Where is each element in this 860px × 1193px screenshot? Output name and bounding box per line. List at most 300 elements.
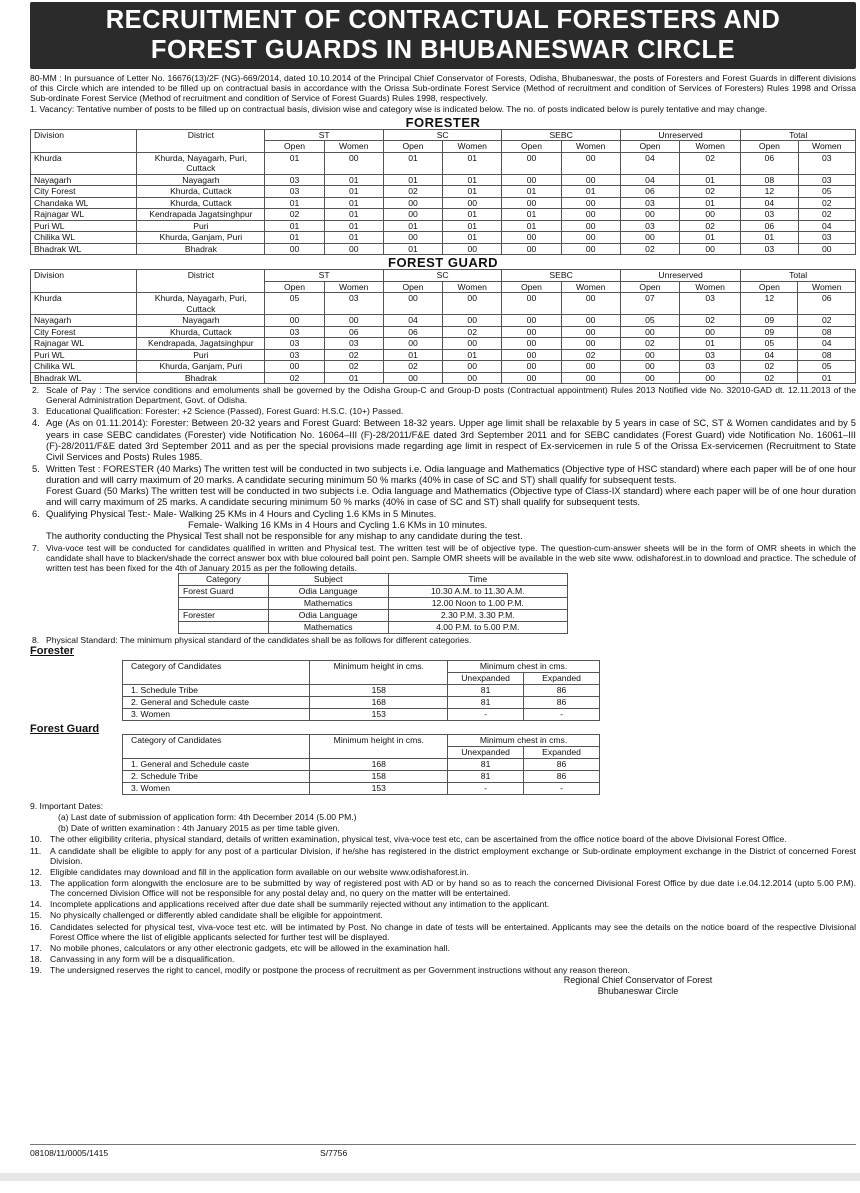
item-number: 12. (30, 866, 42, 877)
count-cell: 06 (383, 326, 442, 338)
header-open: Open (502, 281, 561, 293)
item-physical-standard (30, 635, 856, 645)
division-cell: Bhadrak WL (31, 243, 137, 255)
table-row (31, 197, 856, 209)
list-item (30, 965, 856, 975)
list-item (30, 954, 856, 964)
count-cell: 03 (620, 220, 679, 232)
count-cell: 00 (502, 232, 561, 244)
count-cell: 02 (561, 349, 620, 361)
title-line-2: FOREST GUARDS IN BHUBANESWAR CIRCLE (150, 36, 736, 64)
table-header-row (31, 270, 856, 282)
count-cell: 03 (265, 186, 324, 198)
physical-cell: - (448, 709, 524, 721)
physical-cell: - (524, 709, 600, 721)
division-cell: Nayagarh (31, 174, 137, 186)
count-cell: 04 (620, 174, 679, 186)
count-cell: 01 (265, 220, 324, 232)
count-cell: 04 (798, 220, 856, 232)
count-cell: 02 (324, 361, 383, 373)
count-cell: 00 (798, 243, 856, 255)
count-cell: 04 (620, 152, 679, 174)
physical-cell: 158 (310, 771, 448, 783)
count-cell: 00 (620, 232, 679, 244)
header-category: ST (265, 270, 383, 282)
schedule-cell: Forest Guard (179, 585, 269, 597)
item-viva-voce (30, 543, 856, 573)
count-cell: 05 (265, 293, 324, 315)
count-cell: 00 (561, 326, 620, 338)
table-header-row (31, 129, 856, 141)
division-cell: City Forest (31, 326, 137, 338)
count-cell: 01 (324, 174, 383, 186)
header-category: Category of Candidates (123, 735, 310, 759)
count-cell: 03 (798, 232, 856, 244)
division-cell: Khurda (31, 152, 137, 174)
table-header-row (123, 661, 600, 673)
count-cell: 02 (798, 209, 856, 221)
table-row (31, 326, 856, 338)
count-cell: 01 (502, 186, 561, 198)
header-cell: Category (179, 573, 269, 585)
count-cell: 00 (561, 293, 620, 315)
count-cell: 00 (502, 338, 561, 350)
item-physical-test (30, 508, 856, 541)
item-text-authority: The authority conducting the Physical Test shall not be responsible for any mishap to any candidate during the test. (46, 530, 523, 542)
division-cell: Rajnagar WL (31, 338, 137, 350)
count-cell: 03 (324, 338, 383, 350)
item-number: 16. (30, 921, 42, 932)
count-cell: 00 (265, 315, 324, 327)
header-chest: Minimum chest in cms. (448, 735, 600, 747)
table-row (31, 186, 856, 198)
table-row (179, 609, 568, 621)
table-row (31, 315, 856, 327)
important-dates-heading: 9. Important Dates: (30, 801, 104, 812)
item-text: Qualifying Physical Test:- Male- Walking 25 KMs in 4 Hours and Cycling 1.6 KMs in 5 Minutes. (46, 508, 437, 520)
physical-cell: 81 (448, 685, 524, 697)
count-cell: 03 (265, 338, 324, 350)
count-cell: 03 (741, 243, 798, 255)
header-category: SC (383, 270, 501, 282)
count-cell: 00 (443, 372, 502, 384)
count-cell: 05 (620, 315, 679, 327)
item-text: No mobile phones, calculators or any other electronic gadgets, etc will be allowed in the examination hall. (50, 942, 450, 953)
item-scale-of-pay (30, 385, 856, 405)
header-expanded: Expanded (524, 673, 600, 685)
header-women: Women (680, 281, 741, 293)
count-cell: 00 (680, 209, 741, 221)
count-cell: 06 (741, 220, 798, 232)
count-cell: 01 (383, 349, 442, 361)
physical-cell: 81 (448, 759, 524, 771)
schedule-cell: Odia Language (268, 585, 388, 597)
table-row (123, 783, 600, 795)
title-line-1: RECRUITMENT OF CONTRACTUAL FORESTERS AND (105, 6, 781, 34)
count-cell: 03 (265, 349, 324, 361)
count-cell: 00 (502, 293, 561, 315)
division-cell: Khurda (31, 293, 137, 315)
header-open: Open (265, 281, 324, 293)
count-cell: 06 (798, 293, 856, 315)
header-women: Women (798, 281, 856, 293)
item-number: 6. (32, 508, 40, 520)
count-cell: 01 (383, 220, 442, 232)
count-cell: 02 (680, 152, 741, 174)
count-cell: 00 (561, 338, 620, 350)
schedule-cell: 4.00 P.M. to 5.00 P.M. (388, 621, 567, 633)
schedule-cell: 10.30 A.M. to 11.30 A.M. (388, 585, 567, 597)
count-cell: 02 (383, 361, 442, 373)
physical-cell: - (524, 783, 600, 795)
count-cell: 01 (561, 186, 620, 198)
item-number: 15. (30, 910, 42, 921)
count-cell: 01 (443, 174, 502, 186)
count-cell: 00 (561, 315, 620, 327)
count-cell: 02 (741, 372, 798, 384)
forest-guard-vacancy-table (30, 269, 856, 384)
schedule-cell: Mathematics (268, 621, 388, 633)
count-cell: 01 (383, 174, 442, 186)
count-cell: 01 (443, 152, 502, 174)
item-number: 14. (30, 899, 42, 910)
count-cell: 03 (265, 326, 324, 338)
count-cell: 01 (324, 197, 383, 209)
division-cell: Bhadrak WL (31, 372, 137, 384)
count-cell: 03 (741, 209, 798, 221)
header-women: Women (798, 141, 856, 153)
item-number: 13. (30, 878, 42, 888)
item-number: 7. (32, 542, 40, 553)
header-cell: Subject (268, 573, 388, 585)
count-cell: 00 (324, 243, 383, 255)
forester-vacancy-table (30, 129, 856, 256)
count-cell: 00 (383, 372, 442, 384)
table-row (123, 697, 600, 709)
count-cell: 05 (798, 361, 856, 373)
header-open: Open (620, 141, 679, 153)
table-row (31, 174, 856, 186)
list-item (30, 867, 856, 877)
table-row (31, 243, 856, 255)
table-header-row (123, 735, 600, 747)
physical-cell: 168 (310, 759, 448, 771)
header-district: District (137, 270, 265, 293)
physical-cell: 1. General and Schedule caste (123, 759, 310, 771)
physical-cell: 153 (310, 783, 448, 795)
count-cell: 06 (324, 326, 383, 338)
header-unexpanded: Unexpanded (448, 747, 524, 759)
count-cell: 12 (741, 293, 798, 315)
physical-cell: 1. Schedule Tribe (123, 685, 310, 697)
count-cell: 00 (561, 232, 620, 244)
count-cell: 00 (561, 372, 620, 384)
item-number: 3. (32, 406, 40, 417)
count-cell: 03 (798, 174, 856, 186)
table-row (123, 759, 600, 771)
division-cell: Chilika WL (31, 361, 137, 373)
list-item (30, 878, 856, 898)
district-cell: Khurda, Nayagarh, Puri, Cuttack (137, 152, 265, 174)
count-cell: 00 (502, 326, 561, 338)
table-row (31, 152, 856, 174)
count-cell: 00 (383, 293, 442, 315)
signatory-office: Bhubaneswar Circle (597, 986, 679, 997)
count-cell: 00 (680, 243, 741, 255)
division-cell: Nayagarh (31, 315, 137, 327)
header-cell: Time (388, 573, 567, 585)
table-row (179, 621, 568, 633)
count-cell: 02 (324, 349, 383, 361)
count-cell: 00 (502, 361, 561, 373)
count-cell: 08 (798, 326, 856, 338)
count-cell: 00 (561, 220, 620, 232)
count-cell: 00 (620, 372, 679, 384)
header-open: Open (265, 141, 324, 153)
physical-cell: - (448, 783, 524, 795)
count-cell: 00 (443, 293, 502, 315)
physical-cell: 2. General and Schedule caste (123, 697, 310, 709)
header-women: Women (561, 141, 620, 153)
count-cell: 05 (798, 186, 856, 198)
count-cell: 01 (741, 232, 798, 244)
forest-guard-table-title: FOREST GUARD (388, 255, 498, 271)
header-open: Open (383, 141, 442, 153)
schedule-cell (179, 621, 269, 633)
count-cell: 03 (620, 197, 679, 209)
intro-paragraph: 80-MM : In pursuance of Letter No. 16676(13)/2F (NG)-669/2014, dated 10.10.2014 of the Principal Chief Conservator of Forests, Odisha, Bhubaneswar, the posts of Foresters and Forest Guards in different divisions of this Circle which are intended to be filled up on contractual basis in accordance with the Orissa Sub-ordinate Forest Service (Method of recruitment and condition of Services of Foresters) Rules 1998 and Orissa Sub-ordinate Forest Service (Method of recruitment and condition of Service of Forest Guards) Rules 1998, respectively. (30, 73, 856, 104)
count-cell: 01 (443, 186, 502, 198)
physical-cell: 153 (310, 709, 448, 721)
header-chest: Minimum chest in cms. (448, 661, 600, 673)
division-cell: Chandaka WL (31, 197, 137, 209)
count-cell: 01 (443, 349, 502, 361)
list-item (30, 922, 856, 942)
table-row (123, 771, 600, 783)
count-cell: 05 (741, 338, 798, 350)
physical-cell: 81 (448, 697, 524, 709)
count-cell: 03 (680, 361, 741, 373)
count-cell: 01 (443, 209, 502, 221)
item-text: The undersigned reserves the right to cancel, modify or postpone the process of recruitment as per Government instructions without any reason thereon. (50, 965, 630, 976)
item-text: Eligible candidates may download and fill in the application form available on our website www.odishaforest.in. (50, 866, 469, 877)
schedule-cell: Odia Language (268, 609, 388, 621)
count-cell: 08 (741, 174, 798, 186)
count-cell: 02 (443, 326, 502, 338)
footer-code: 08108/11/0005/1415 (30, 1148, 109, 1158)
count-cell: 01 (798, 372, 856, 384)
title-banner (30, 2, 856, 69)
count-cell: 01 (383, 243, 442, 255)
physical-cell: 86 (524, 697, 600, 709)
count-cell: 00 (502, 315, 561, 327)
header-open: Open (741, 141, 798, 153)
header-open: Open (383, 281, 442, 293)
header-category: Unreserved (620, 129, 740, 141)
count-cell: 00 (561, 152, 620, 174)
physical-cell: 86 (524, 759, 600, 771)
header-height: Minimum height in cms. (310, 735, 448, 759)
footer-reference: S/7756 (320, 1148, 348, 1158)
count-cell: 01 (324, 232, 383, 244)
count-cell: 00 (502, 372, 561, 384)
count-cell: 00 (561, 197, 620, 209)
table-row (31, 372, 856, 384)
list-item (30, 899, 856, 909)
item-number: 18. (30, 953, 42, 964)
count-cell: 02 (680, 186, 741, 198)
item-text: Viva-voce test will be conducted for candidates qualified in written and Physical test. The written test will be of objective type. The question-cum-answer sheets will be in the form of OMR sheets in which the candidate shall have to blacken/shade the correct answer box with blue coloured ball point pen. Sample OMR sheets will be available in the web site www. odishaforest.in to download and practice. The schedule of written test has been fixed for the 4th of January 2015 as per the following details. (46, 542, 856, 573)
district-cell: Khurda, Cuttack (137, 186, 265, 198)
item-text-forest-guard: Forest Guard (50 Marks) The written test will be conducted in two subjects i.e. Odia language and Mathematics (Objective type of Class-IX standard) where each paper will be of one hour duration and will carry maximum of 25 marks. A candidate securing minimum 50 % marks (40% in case of SC and ST) shall qualify for subsequent tests. (46, 485, 856, 508)
count-cell: 01 (680, 232, 741, 244)
item-number: 17. (30, 942, 42, 953)
physical-cell: 86 (524, 771, 600, 783)
count-cell: 02 (620, 243, 679, 255)
count-cell: 09 (741, 315, 798, 327)
count-cell: 00 (620, 326, 679, 338)
count-cell: 00 (502, 349, 561, 361)
written-test-schedule-table (178, 573, 568, 634)
item-number: 8. (32, 634, 40, 645)
district-cell: Puri (137, 220, 265, 232)
district-cell: Bhadrak (137, 243, 265, 255)
schedule-cell: Mathematics (268, 597, 388, 609)
count-cell: 00 (561, 361, 620, 373)
count-cell: 04 (741, 349, 798, 361)
count-cell: 08 (798, 349, 856, 361)
forester-physical-label: Forester (30, 645, 75, 658)
header-women: Women (680, 141, 741, 153)
count-cell: 02 (741, 361, 798, 373)
item-text: Scale of Pay : The service conditions and emoluments shall be governed by the Odisha Group-C and Group-D posts (Contractual appointment) Rules 2013 Notified vide No. 32010-GAD dt. 12.11.2013 of the General Administration Department, Govt. of Odisha. (46, 385, 856, 406)
header-women: Women (324, 141, 383, 153)
count-cell: 01 (265, 152, 324, 174)
count-cell: 02 (620, 338, 679, 350)
count-cell: 02 (680, 220, 741, 232)
count-cell: 04 (383, 315, 442, 327)
count-cell: 01 (680, 197, 741, 209)
header-open: Open (502, 141, 561, 153)
count-cell: 01 (265, 197, 324, 209)
count-cell: 02 (265, 209, 324, 221)
item-text: The application form alongwith the enclosure are to be submitted by way of registered post with AD or by hand so as to reach the concerned Divisional Forest Office by due date i.e.04.12.2014 (upto 5.00 P.M). The concerned Division Office will not be responsible for any postal delay and, no query on the matter will be entertained. (50, 878, 856, 899)
count-cell: 00 (383, 232, 442, 244)
count-cell: 00 (561, 209, 620, 221)
signature-block (30, 975, 856, 997)
count-cell: 01 (265, 232, 324, 244)
count-cell: 07 (620, 293, 679, 315)
signatory-title: Regional Chief Conservator of Forest (563, 975, 713, 986)
header-division: Division (31, 270, 137, 293)
count-cell: 00 (502, 152, 561, 174)
count-cell: 02 (798, 315, 856, 327)
header-women: Women (443, 141, 502, 153)
forester-table-title: FORESTER (405, 114, 481, 130)
schedule-cell (179, 597, 269, 609)
item-qualification (30, 406, 856, 416)
item-written-test (30, 463, 856, 507)
header-category: SEBC (502, 270, 620, 282)
forester-physical-standard-table (122, 660, 600, 721)
table-row (31, 220, 856, 232)
schedule-cell: 12.00 Noon to 1.00 P.M. (388, 597, 567, 609)
header-women: Women (324, 281, 383, 293)
table-header-row (179, 573, 568, 585)
table-row (31, 338, 856, 350)
header-height: Minimum height in cms. (310, 661, 448, 685)
header-category: Unreserved (620, 270, 740, 282)
item-text: Candidates selected for physical test, viva-voce test etc. will be intimated by Post. No change in date of tests will be entertained. Applicants may see the details on the notice board of the respective Divisional Forest Office where the list of eligible applicants selected for further test will be displayed. (50, 921, 856, 942)
header-district: District (137, 129, 265, 152)
item-number: 4. (32, 417, 40, 429)
physical-cell: 86 (524, 685, 600, 697)
table-row (179, 585, 568, 597)
header-category: Total (741, 270, 856, 282)
count-cell: 00 (680, 326, 741, 338)
schedule-cell: 2.30 P.M. 3.30 P.M. (388, 609, 567, 621)
count-cell: 00 (265, 243, 324, 255)
count-cell: 06 (741, 152, 798, 174)
count-cell: 00 (620, 349, 679, 361)
header-category: Total (741, 129, 856, 141)
important-date-a: (a) Last date of submission of application form: 4th December 2014 (5.00 PM.) (58, 812, 357, 823)
header-unexpanded: Unexpanded (448, 673, 524, 685)
count-cell: 06 (620, 186, 679, 198)
physical-cell: 3. Women (123, 709, 310, 721)
schedule-cell: Forester (179, 609, 269, 621)
header-category: Category of Candidates (123, 661, 310, 685)
item-text: Written Test : FORESTER (40 Marks) The written test will be conducted in two subjects i.e. Odia language and Mathematics (Objective type of HSC standard) where each paper will be of one hour duration and will carry maximum of 20 marks. A candidate securing minimum 50 % marks (40% in case of SC and ST) shall qualify for subsequent tests. (46, 462, 856, 485)
forest-guard-physical-label: Forest Guard (30, 723, 100, 736)
list-item (30, 834, 856, 844)
count-cell: 00 (561, 174, 620, 186)
count-cell: 01 (324, 209, 383, 221)
vacancy-paragraph: 1. Vacancy: Tentative number of posts to be filled up on contractual basis, division wise and category wise is indicated below. The no. of posts indicated below is purely tentative and may change. (30, 104, 768, 115)
count-cell: 00 (443, 361, 502, 373)
district-cell: Khurda, Cuttack (137, 197, 265, 209)
count-cell: 01 (443, 220, 502, 232)
district-cell: Khurda, Cuttack (137, 326, 265, 338)
count-cell: 00 (502, 197, 561, 209)
table-row (123, 709, 600, 721)
count-cell: 01 (680, 338, 741, 350)
division-cell: Puri WL (31, 220, 137, 232)
count-cell: 00 (620, 209, 679, 221)
forest-guard-physical-standard-table (122, 734, 600, 795)
count-cell: 12 (741, 186, 798, 198)
table-row (179, 597, 568, 609)
list-item (30, 846, 856, 866)
count-cell: 00 (443, 315, 502, 327)
instructions-list (30, 834, 856, 975)
header-women: Women (561, 281, 620, 293)
count-cell: 02 (680, 315, 741, 327)
count-cell: 01 (680, 174, 741, 186)
count-cell: 03 (680, 293, 741, 315)
district-cell: Kendrapada, Jagatsinghpur (137, 338, 265, 350)
division-cell: Rajnagar WL (31, 209, 137, 221)
district-cell: Kendrapada Jagatsinghpur (137, 209, 265, 221)
header-expanded: Expanded (524, 747, 600, 759)
count-cell: 00 (502, 243, 561, 255)
count-cell: 04 (798, 338, 856, 350)
item-number: 5. (32, 462, 40, 474)
count-cell: 04 (741, 197, 798, 209)
count-cell: 01 (502, 209, 561, 221)
list-item (30, 910, 856, 920)
count-cell: 01 (443, 232, 502, 244)
